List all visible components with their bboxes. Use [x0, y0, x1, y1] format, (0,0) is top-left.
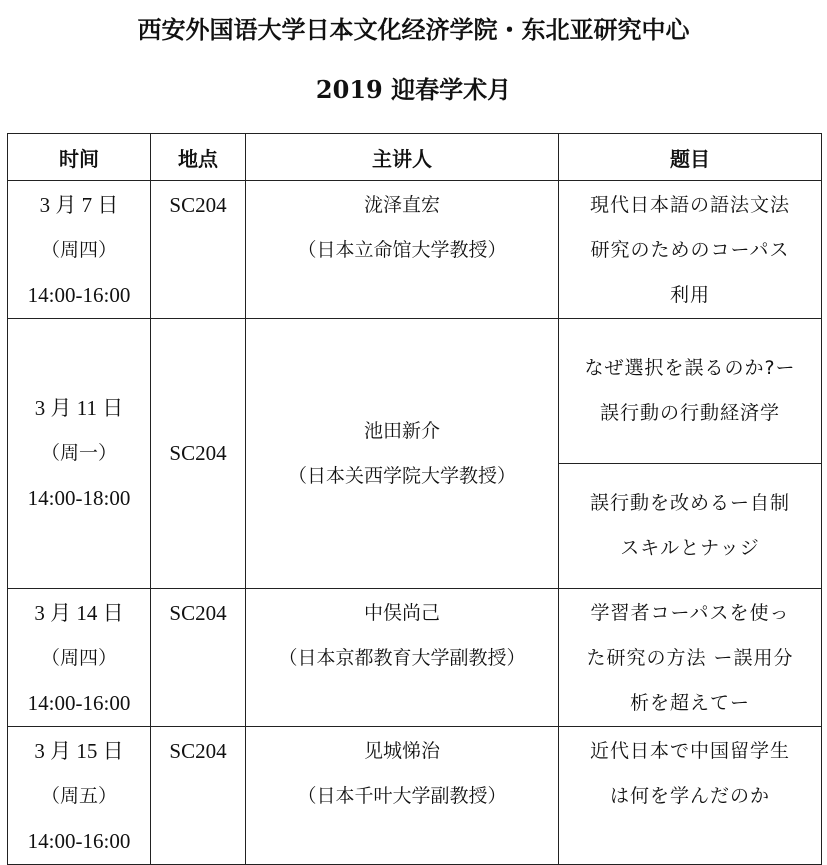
topic-line: 析を超えてー	[629, 692, 750, 714]
place-cell	[151, 727, 246, 865]
topic-cell	[559, 181, 822, 319]
topic-cell	[559, 727, 822, 865]
speaker-affiliation: （日本京都教育大学副教授）	[278, 647, 526, 669]
topic-line: 誤行動の行動経済学	[599, 402, 780, 424]
column-header-topic: 题目	[559, 134, 822, 181]
time-cell	[8, 319, 151, 589]
weekday-text: （周四）	[40, 647, 117, 669]
speaker-cell	[246, 319, 559, 589]
topic-cell	[559, 464, 822, 589]
time-cell	[8, 181, 151, 319]
table-header-row	[8, 134, 822, 181]
speaker-cell	[246, 589, 559, 727]
speaker-affiliation: （日本千叶大学副教授）	[297, 785, 507, 807]
speaker-name: 见城悌治	[363, 740, 440, 762]
topic-cell	[559, 319, 822, 464]
table-row	[8, 181, 822, 319]
topic-line: 学習者コーパスを使っ	[590, 602, 790, 624]
topic-line: 利用	[669, 284, 710, 306]
date-text: 3 月 11 日	[34, 396, 124, 420]
place-cell	[151, 319, 246, 589]
place-cell	[151, 181, 246, 319]
time-range-text: 14:00-16:00	[27, 829, 131, 853]
speaker-name: 泷泽直宏	[363, 194, 440, 216]
topic-line: 近代日本で中国留学生	[589, 740, 790, 762]
time-cell	[8, 589, 151, 727]
table-row	[8, 319, 822, 464]
weekday-text: （周五）	[40, 785, 117, 807]
speaker-affiliation: （日本立命馆大学教授）	[297, 239, 507, 261]
time-range-text: 14:00-16:00	[27, 283, 131, 307]
page-title: 西安外国语大学日本文化经济学院・东北亚研究中心	[137, 15, 690, 44]
column-header-place: 地点	[151, 134, 246, 181]
topic-line: スキルとナッジ	[620, 537, 760, 559]
speaker-cell	[246, 727, 559, 865]
topic-line: 現代日本語の語法文法	[589, 194, 790, 216]
speaker-affiliation: （日本关西学院大学教授）	[287, 464, 516, 487]
topic-line: た研究の方法 ー誤用分	[586, 647, 794, 669]
time-cell	[8, 727, 151, 865]
speaker-name: 中俣尚己	[363, 602, 440, 624]
place-text: SC204	[169, 193, 227, 217]
weekday-text: （周一）	[40, 442, 117, 464]
time-range-text: 14:00-18:00	[27, 486, 131, 510]
topic-line: は何を学んだのか	[609, 785, 770, 807]
topic-cell	[559, 589, 822, 727]
time-range-text: 14:00-16:00	[27, 691, 131, 715]
column-header-speaker: 主讲人	[246, 134, 559, 181]
place-cell	[151, 589, 246, 727]
table-row	[8, 727, 822, 865]
page-subtitle: 2019 迎春学术月	[315, 75, 512, 104]
schedule-table	[7, 133, 822, 865]
place-text: SC204	[169, 739, 227, 763]
date-text: 3 月 15 日	[34, 739, 124, 763]
table-row	[8, 589, 822, 727]
date-text: 3 月 14 日	[34, 601, 124, 625]
speaker-name: 池田新介	[363, 419, 440, 442]
place-text: SC204	[169, 441, 227, 465]
weekday-text: （周四）	[40, 239, 117, 261]
topic-line: なぜ選択を誤るのか?ー	[584, 357, 796, 379]
speaker-cell	[246, 181, 559, 319]
place-text: SC204	[169, 601, 227, 625]
column-header-time: 时间	[8, 134, 151, 181]
date-text: 3 月 7 日	[39, 193, 119, 217]
topic-line: 誤行動を改めるー自制	[589, 492, 790, 514]
topic-line: 研究のためのコーパス	[590, 239, 790, 261]
